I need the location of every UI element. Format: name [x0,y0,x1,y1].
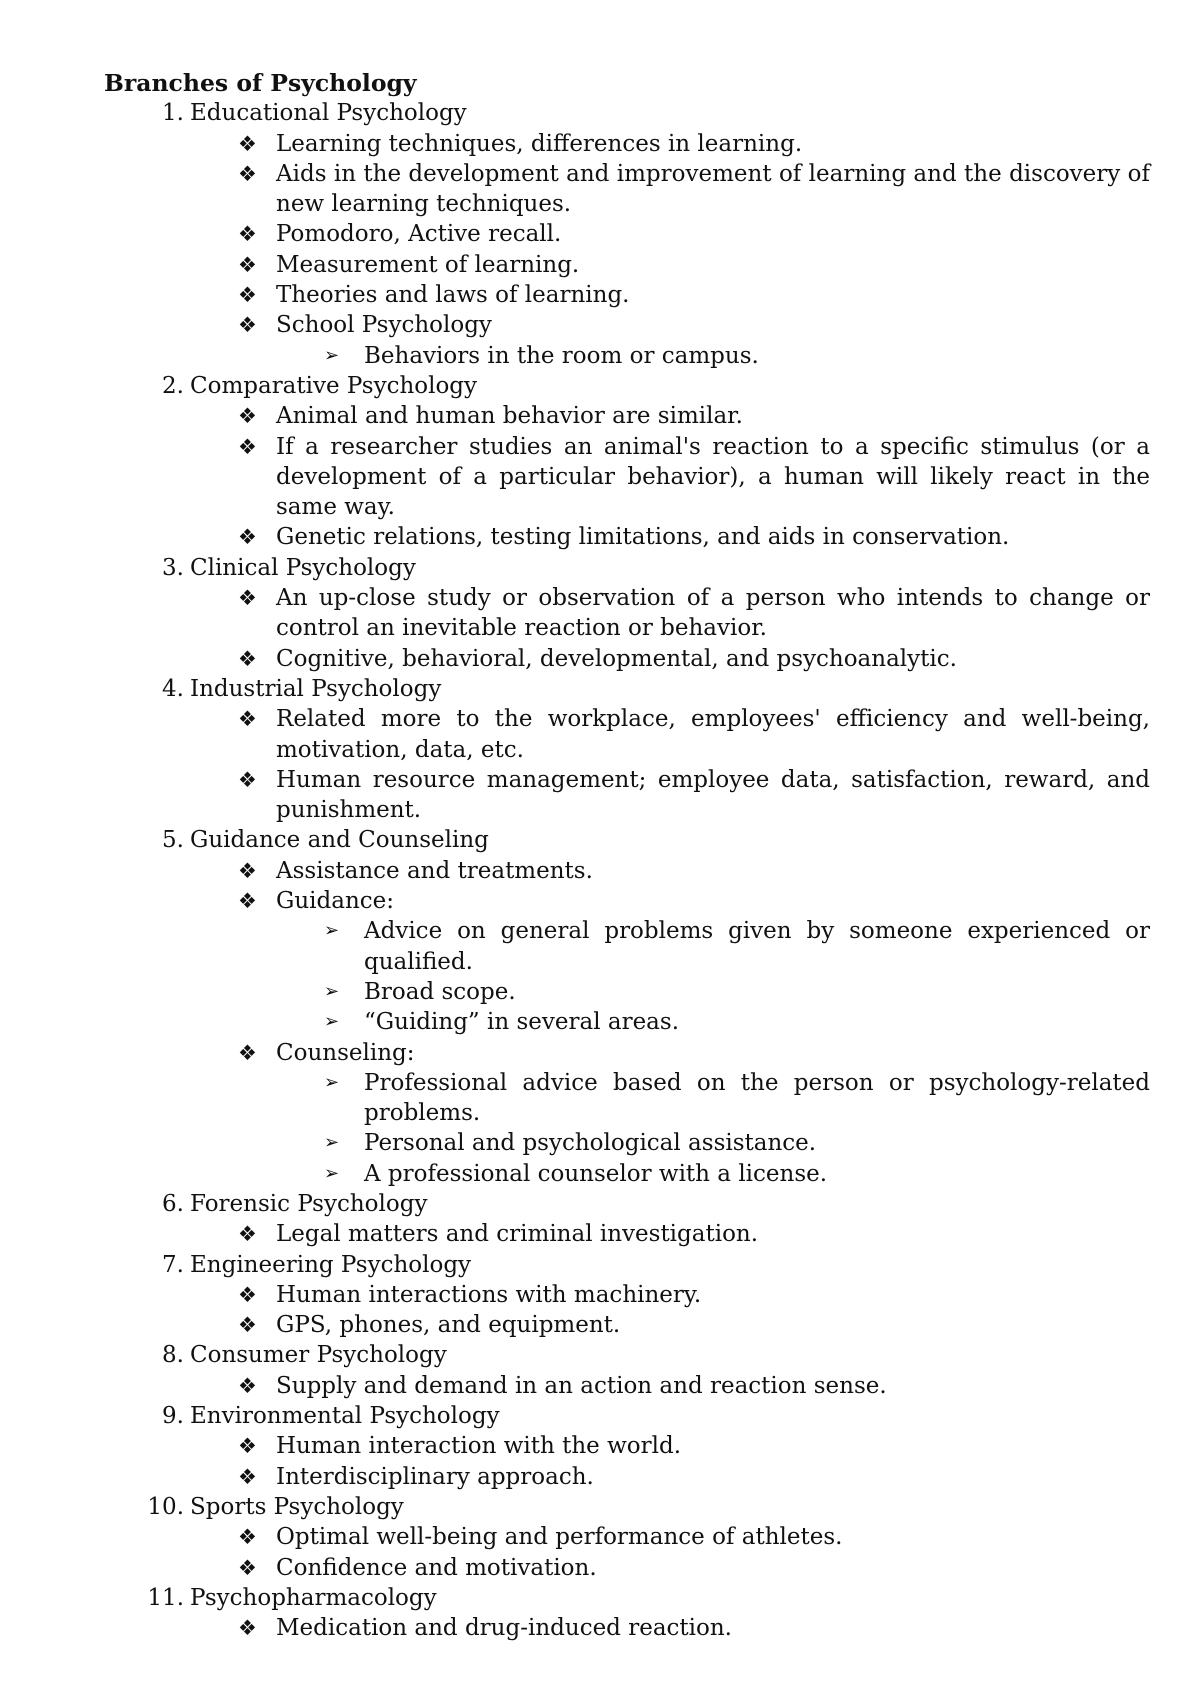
branch-heading [104,674,1154,704]
branch-item [104,371,1154,553]
bullet-list [104,856,1154,1189]
bullet-text: Aids in the development and improvement of learning and the discovery of new learning techniques. [276,160,1150,218]
branch-heading [104,1583,1154,1613]
branch-title: Industrial Psychology [190,675,442,702]
diamond-bullet-icon: ❖ [238,1373,257,1398]
bullet-text: Pomodoro, Active recall. [276,221,562,248]
bullet-text: Counseling: [276,1039,415,1066]
branch-item [104,1250,1154,1341]
diamond-bullet-icon: ❖ [238,1040,257,1065]
bullet-row [104,1462,1154,1492]
bullet-list [104,704,1154,825]
bullet-row [104,583,1154,644]
bullet-text: Confidence and motivation. [276,1554,597,1581]
branch-number: 11. [147,1584,184,1611]
branches-list [104,98,1154,1643]
diamond-bullet-icon: ❖ [238,858,257,883]
branch-item [104,674,1154,825]
arrow-bullet-icon: ➢ [324,920,340,942]
bullet-text: Animal and human behavior are similar. [276,403,743,430]
diamond-bullet-icon: ❖ [238,313,257,338]
diamond-bullet-icon: ❖ [238,1222,257,1247]
branch-title: Engineering Psychology [190,1251,472,1278]
sub-bullet-item [104,1007,1154,1037]
bullet-item [104,644,1154,674]
bullet-item [104,1613,1154,1643]
branch-number: 4. [162,675,184,702]
diamond-bullet-icon: ❖ [238,283,257,308]
sub-bullet-item [104,1128,1154,1158]
sub-bullet-list [104,341,1154,371]
diamond-bullet-icon: ❖ [238,404,257,429]
bullet-text: Medication and drug-induced reaction. [276,1615,732,1642]
bullet-item [104,1219,1154,1249]
sub-bullet-list [104,916,1154,1037]
bullet-item [104,856,1154,886]
sub-bullet-text: “Guiding” in several areas. [364,1009,680,1036]
branch-title: Environmental Psychology [190,1403,500,1430]
bullet-list [104,1219,1154,1249]
bullet-item [104,1522,1154,1552]
branch-number: 6. [162,1190,184,1217]
branch-number: 1. [162,100,184,127]
branch-title: Consumer Psychology [190,1342,447,1369]
bullet-item [104,886,1154,1037]
sub-bullet-list [104,1068,1154,1189]
bullet-list [104,1613,1154,1643]
sub-bullet-text: Advice on general problems given by someone experienced or qualified. [364,918,1150,975]
bullet-text: Human resource management; employee data, satisfaction, reward, and punishment. [276,766,1150,824]
branch-heading [104,1492,1154,1522]
bullet-text: Related more to the workplace, employees' efficiency and well-being, motivation, data, etc. [276,706,1150,763]
bullet-text: Optimal well-being and performance of athletes. [276,1524,843,1551]
bullet-row [104,704,1154,765]
bullet-row [104,1280,1154,1310]
branch-item [104,98,1154,371]
bullet-list [104,401,1154,552]
branch-title: Educational Psychology [190,100,467,127]
diamond-bullet-icon: ❖ [238,1464,257,1489]
branch-heading [104,1250,1154,1280]
branch-number: 5. [162,827,184,854]
sub-bullet-text: A professional counselor with a license. [364,1160,828,1187]
bullet-item [104,1431,1154,1461]
bullet-item [104,765,1154,826]
bullet-row [104,219,1154,249]
branch-item [104,1401,1154,1492]
sub-bullet-item [104,916,1154,977]
branch-heading [104,553,1154,583]
sub-bullet-text: Behaviors in the room or campus. [364,342,759,369]
branch-item [104,1189,1154,1250]
diamond-bullet-icon: ❖ [238,1282,257,1307]
bullet-text: An up-close study or observation of a person who intends to change or control an inevitable reaction or behavior. [276,585,1150,642]
branch-title: Clinical Psychology [190,554,416,581]
branch-number: 3. [162,554,184,581]
bullet-row [104,1310,1154,1340]
bullet-item [104,1310,1154,1340]
bullet-item [104,1038,1154,1189]
sub-bullet-text: Broad scope. [364,978,516,1005]
bullet-text: Measurement of learning. [276,251,580,278]
bullet-row [104,280,1154,310]
bullet-row [104,1219,1154,1249]
branch-title: Forensic Psychology [190,1190,428,1217]
branch-heading [104,1340,1154,1370]
arrow-bullet-icon: ➢ [324,1011,340,1033]
branch-number: 9. [162,1403,184,1430]
branch-title: Guidance and Counseling [190,827,489,854]
bullet-row [104,310,1154,340]
bullet-item [104,1462,1154,1492]
bullet-item [104,1553,1154,1583]
bullet-row [104,1431,1154,1461]
branch-heading [104,1189,1154,1219]
branch-title: Psychopharmacology [190,1584,437,1611]
bullet-list [104,1371,1154,1401]
branch-number: 7. [162,1251,184,1278]
bullet-row [104,432,1154,523]
document-page [104,68,1154,1643]
bullet-row [104,886,1154,916]
bullet-text: GPS, phones, and equipment. [276,1312,621,1339]
bullet-row [104,159,1154,220]
diamond-bullet-icon: ❖ [238,222,257,247]
diamond-bullet-icon: ❖ [238,707,257,732]
bullet-text: Genetic relations, testing limitations, and aids in conservation. [276,524,1010,551]
bullet-text: Assistance and treatments. [276,857,593,884]
branch-number: 10. [147,1493,184,1520]
branch-item [104,553,1154,674]
bullet-row [104,522,1154,552]
bullet-row [104,401,1154,431]
diamond-bullet-icon: ❖ [238,131,257,156]
page-title: Branches of Psychology [104,69,417,97]
bullet-row [104,1613,1154,1643]
bullet-text: Human interaction with the world. [276,1433,682,1460]
bullet-text: Theories and laws of learning. [276,282,630,309]
bullet-row [104,1371,1154,1401]
bullet-list [104,583,1154,674]
branch-number: 8. [162,1342,184,1369]
bullet-list [104,129,1154,371]
diamond-bullet-icon: ❖ [238,767,257,792]
bullet-item [104,432,1154,523]
bullet-text: Guidance: [276,888,395,915]
diamond-bullet-icon: ❖ [238,1434,257,1459]
sub-bullet-item [104,977,1154,1007]
branch-heading [104,1401,1154,1431]
arrow-bullet-icon: ➢ [324,1162,340,1184]
diamond-bullet-icon: ❖ [238,1555,257,1580]
bullet-item [104,522,1154,552]
arrow-bullet-icon: ➢ [324,1071,340,1093]
bullet-item [104,280,1154,310]
bullet-row [104,250,1154,280]
bullet-item [104,159,1154,220]
bullet-item [104,219,1154,249]
sub-bullet-item [104,341,1154,371]
bullet-row [104,765,1154,826]
diamond-bullet-icon: ❖ [238,1313,257,1338]
bullet-list [104,1522,1154,1583]
bullet-item [104,1371,1154,1401]
sub-bullet-item [104,1068,1154,1129]
diamond-bullet-icon: ❖ [238,646,257,671]
bullet-text: Supply and demand in an action and reaction sense. [276,1372,887,1399]
sub-bullet-text: Professional advice based on the person or psychology-related problems. [364,1069,1150,1127]
sub-bullet-text: Personal and psychological assistance. [364,1130,817,1157]
bullet-text: Interdisciplinary approach. [276,1463,594,1490]
branch-title: Sports Psychology [190,1493,404,1520]
diamond-bullet-icon: ❖ [238,434,257,459]
bullet-item [104,583,1154,644]
diamond-bullet-icon: ❖ [238,1616,257,1641]
branch-item [104,1583,1154,1644]
bullet-text: Cognitive, behavioral, developmental, and psychoanalytic. [276,645,957,672]
bullet-text: Learning techniques, differences in learning. [276,130,803,157]
diamond-bullet-icon: ❖ [238,525,257,550]
branch-number: 2. [162,372,184,399]
bullet-list [104,1280,1154,1341]
bullet-item [104,250,1154,280]
bullet-item [104,310,1154,371]
diamond-bullet-icon: ❖ [238,1525,257,1550]
branch-heading [104,371,1154,401]
diamond-bullet-icon: ❖ [238,161,257,186]
bullet-row [104,856,1154,886]
bullet-list [104,1431,1154,1492]
bullet-item [104,704,1154,765]
arrow-bullet-icon: ➢ [324,344,340,366]
branch-item [104,1340,1154,1401]
bullet-item [104,129,1154,159]
arrow-bullet-icon: ➢ [324,980,340,1002]
bullet-text: If a researcher studies an animal's reaction to a specific stimulus (or a development of a particular behavior), a human will likely react in the same way. [276,433,1150,521]
branch-item [104,825,1154,1189]
bullet-row [104,129,1154,159]
diamond-bullet-icon: ❖ [238,252,257,277]
bullet-text: Human interactions with machinery. [276,1281,702,1308]
bullet-item [104,401,1154,431]
sub-bullet-item [104,1159,1154,1189]
branch-item [104,1492,1154,1583]
bullet-row [104,644,1154,674]
arrow-bullet-icon: ➢ [324,1132,340,1154]
bullet-row [104,1522,1154,1552]
bullet-text: School Psychology [276,312,492,339]
branch-title: Comparative Psychology [190,372,478,399]
bullet-row [104,1038,1154,1068]
branch-heading [104,825,1154,855]
bullet-item [104,1280,1154,1310]
diamond-bullet-icon: ❖ [238,889,257,914]
branch-heading [104,98,1154,128]
bullet-text: Legal matters and criminal investigation. [276,1221,759,1248]
bullet-row [104,1553,1154,1583]
diamond-bullet-icon: ❖ [238,586,257,611]
